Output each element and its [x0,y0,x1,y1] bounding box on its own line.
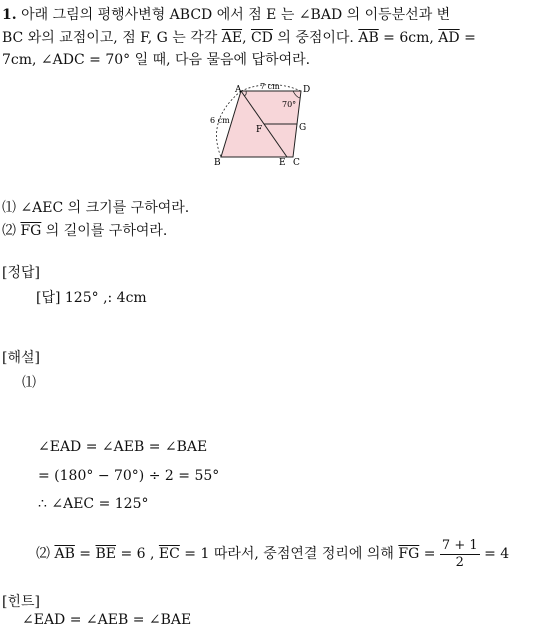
segment-AD: $\overline{AD}$ [438,30,460,46]
problem-text-2c: = 6cm, [378,30,439,46]
part-2-eq-1: = [74,546,96,562]
question-1-text: ⑴ ∠AEC 의 크기를 구하여라. [2,200,190,216]
problem-text-3: 7cm, ∠ADC = 70° 일 때, 다음 물음에 답하여라. [2,52,311,68]
label-AD-length: 7 cm [260,82,280,91]
label-F: F [256,125,263,135]
problem-text-2b: 의 중점이다. [272,30,359,46]
hint-text: ∠EAD = ∠AEB = ∠BAE [22,612,192,628]
fraction [440,538,480,571]
question-2-suffix: 의 길이를 구하여라. [41,223,168,239]
problem-line-1 [2,4,450,24]
label-G: G [299,123,307,133]
label-D: D [303,85,311,95]
question-2-segment: $\overline{FG}$ [20,223,42,239]
part-2-segment-EC: $\overline{EC}$ [158,546,180,562]
hint-heading: [힌트] [2,594,40,610]
part-2-label: ⑵ [36,546,55,562]
explanation-part-2 [36,537,509,571]
problem-text-2a: BC 와의 교점이고, 점 F, G 는 각각 [2,30,222,46]
part-2-eq-4: = [419,546,440,562]
problem-line-3 [2,49,310,69]
label-E: E [279,158,286,168]
fraction-numerator: 7 + 1 [441,537,478,553]
segment-AE: $\overline{AE}$ [221,30,243,46]
explanation-eq-1: ∠EAD = ∠AEB = ∠BAE [38,439,208,455]
label-AB-length: 6 cm [210,116,230,125]
part-2-eq-5: = 4 [479,546,510,562]
explanation-part-1-label: ⑴ [22,375,36,391]
label-C: C [293,158,300,168]
segment-AB: $\overline{AB}$ [358,30,379,46]
question-1 [2,197,189,217]
answer-heading: [정답] [2,265,40,281]
explanation-heading: [해설] [2,350,40,366]
question-2 [2,220,167,240]
part-2-segment-FG: $\overline{FG}$ [398,546,420,562]
answer-text: [답] 125° ,: 4cm [36,290,147,306]
explanation-eq-3: ∴ ∠AEC = 125° [38,496,149,512]
fraction-denominator: 2 [455,554,464,570]
label-B: B [214,158,221,168]
segment-CD: $\overline{CD}$ [250,30,273,46]
explanation-eq-2: = (180° − 70°) ÷ 2 = 55° [38,468,220,484]
question-2-prefix: ⑵ [2,223,21,239]
part-2-segment-BE: $\overline{BE}$ [95,546,117,562]
problem-line-2 [2,27,476,47]
label-angle-70: 70° [282,100,297,109]
part-2-eq-2: = 6 , [116,546,159,562]
problem-number: 1. [2,7,17,23]
problem-text-2d: = [459,30,476,46]
comma: , [242,30,251,46]
parallelogram-figure [200,80,340,172]
part-2-eq-3: = 1 따라서, 중점연결 정리에 의해 [179,546,399,562]
part-2-segment-AB: $\overline{AB}$ [54,546,75,562]
problem-text-1: 아래 그림의 평행사변형 ABCD 에서 점 E 는 ∠BAD 의 이등분선과 변 [21,7,451,23]
label-A: A [235,85,242,95]
